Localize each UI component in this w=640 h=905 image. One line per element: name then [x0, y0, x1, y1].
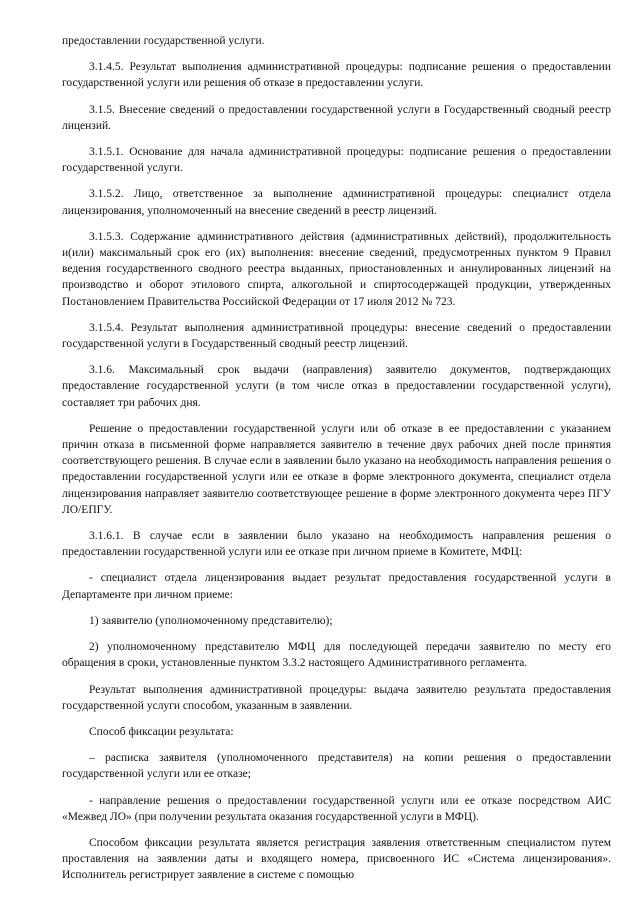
- paragraph-registration: Способом фиксации результата является регистрация заявления ответственным специалистом путем проставления на заявлении даты и входящего номера, присвоенного ИС «Система лицензирования». Исполнитель регистрирует заявление в системе с помощью: [62, 836, 611, 882]
- paragraph-3-1-5-2: 3.1.5.2. Лицо, ответственное за выполнение административной процедуры: специалист отдела лицензирования, уполномоченный на внесение сведений в реестр лицензий.: [62, 188, 611, 217]
- paragraph-intro-continuation: предоставлении государственной услуги.: [62, 35, 265, 47]
- paragraph-item-2: 2) уполномоченному представителю МФЦ для последующей передачи заявителю по месту его обращения в сроки, установленные пунктом 3.3.2 настоящего Административного регламента.: [62, 641, 611, 670]
- paragraph-fixation-method: Способ фиксации результата:: [89, 725, 234, 738]
- paragraph-3-1-5-1: 3.1.5.1. Основание для начала административной процедуры: подписание решения о предоставлении государственной услуги.: [62, 146, 611, 175]
- paragraph-procedure-result: Результат выполнения административной процедуры: выдача заявителю результата предоставления государственной услуги способом, указанным в заявлении.: [62, 683, 611, 712]
- paragraph-3-1-6-1: 3.1.6.1. В случае если в заявлении было указано на необходимость направления решения о предоставлении государственной услуги или ее отказе при личном приеме в Комитете, МФЦ:: [62, 530, 611, 559]
- paragraph-3-1-6: 3.1.6. Максимальный срок выдачи (направления) заявителю документов, подтверждающих предоставление государственной услуги (в том числе отказ в предоставлении государственной услуги), составляет три рабочих дня.: [62, 364, 611, 409]
- paragraph-ais-mezhved: - направление решения о предоставлении государственной услуги или ее отказе посредством АИС «Межвед ЛО» (при получении результата оказания государственной услуги в МФЦ).: [62, 794, 611, 823]
- paragraph-3-1-5-4: 3.1.5.4. Результат выполнения административной процедуры: внесение сведений о предоставлении государственной услуги в Государственный сводный реестр лицензий.: [62, 321, 611, 351]
- paragraph-specialist-issues: - специалист отдела лицензирования выдает результат предоставления государственной услуги в Департаменте при личном приеме:: [62, 572, 611, 601]
- paragraph-3-1-5-3: 3.1.5.3. Содержание административного действия (административных действий), продолжительность и(или) максимальный срок его (их) выполнения: внесение сведений, предусмотренных пунктом 9 Правил ведения государственного сводного реестра выданных, приостановленных и аннулированных лицензий на производство и оборот этилового спирта, алкогольной и спиртосодержащей продукции, утвержденных Постановлением Правительства Российской Федерации от 17 июля 2012 № 723.: [62, 230, 611, 308]
- paragraph-3-1-5: 3.1.5. Внесение сведений о предоставлении государственной услуги в Государственный сводный реестр лицензий.: [62, 103, 611, 132]
- paragraph-decision-notice: Решение о предоставлении государственной услуги или об отказе в ее предоставлении с указанием причин отказа в письменной форме направляется заявителю в течение двух рабочих дней после принятия соответствующего решения. В случае если в заявлении было указано на необходимость направления решения о предоставлении государственной услуги или ее отказе в форме электронного документа, специалист отдела лицензирования направляет заявителю соответствующее решение в форме электронного документа через ПГУ ЛО/ЕПГУ.: [62, 422, 612, 516]
- paragraph-receipt: – расписка заявителя (уполномоченного представителя) на копии решения о предоставлении государственной услуги или ее отказе;: [62, 752, 611, 781]
- paragraph-3-1-4-5: 3.1.4.5. Результат выполнения административной процедуры: подписание решения о предоставлении государственной услуги или решения об отказе в предоставлении услуги.: [62, 61, 611, 90]
- paragraph-item-1: 1) заявителю (уполномоченному представителю);: [89, 614, 333, 627]
